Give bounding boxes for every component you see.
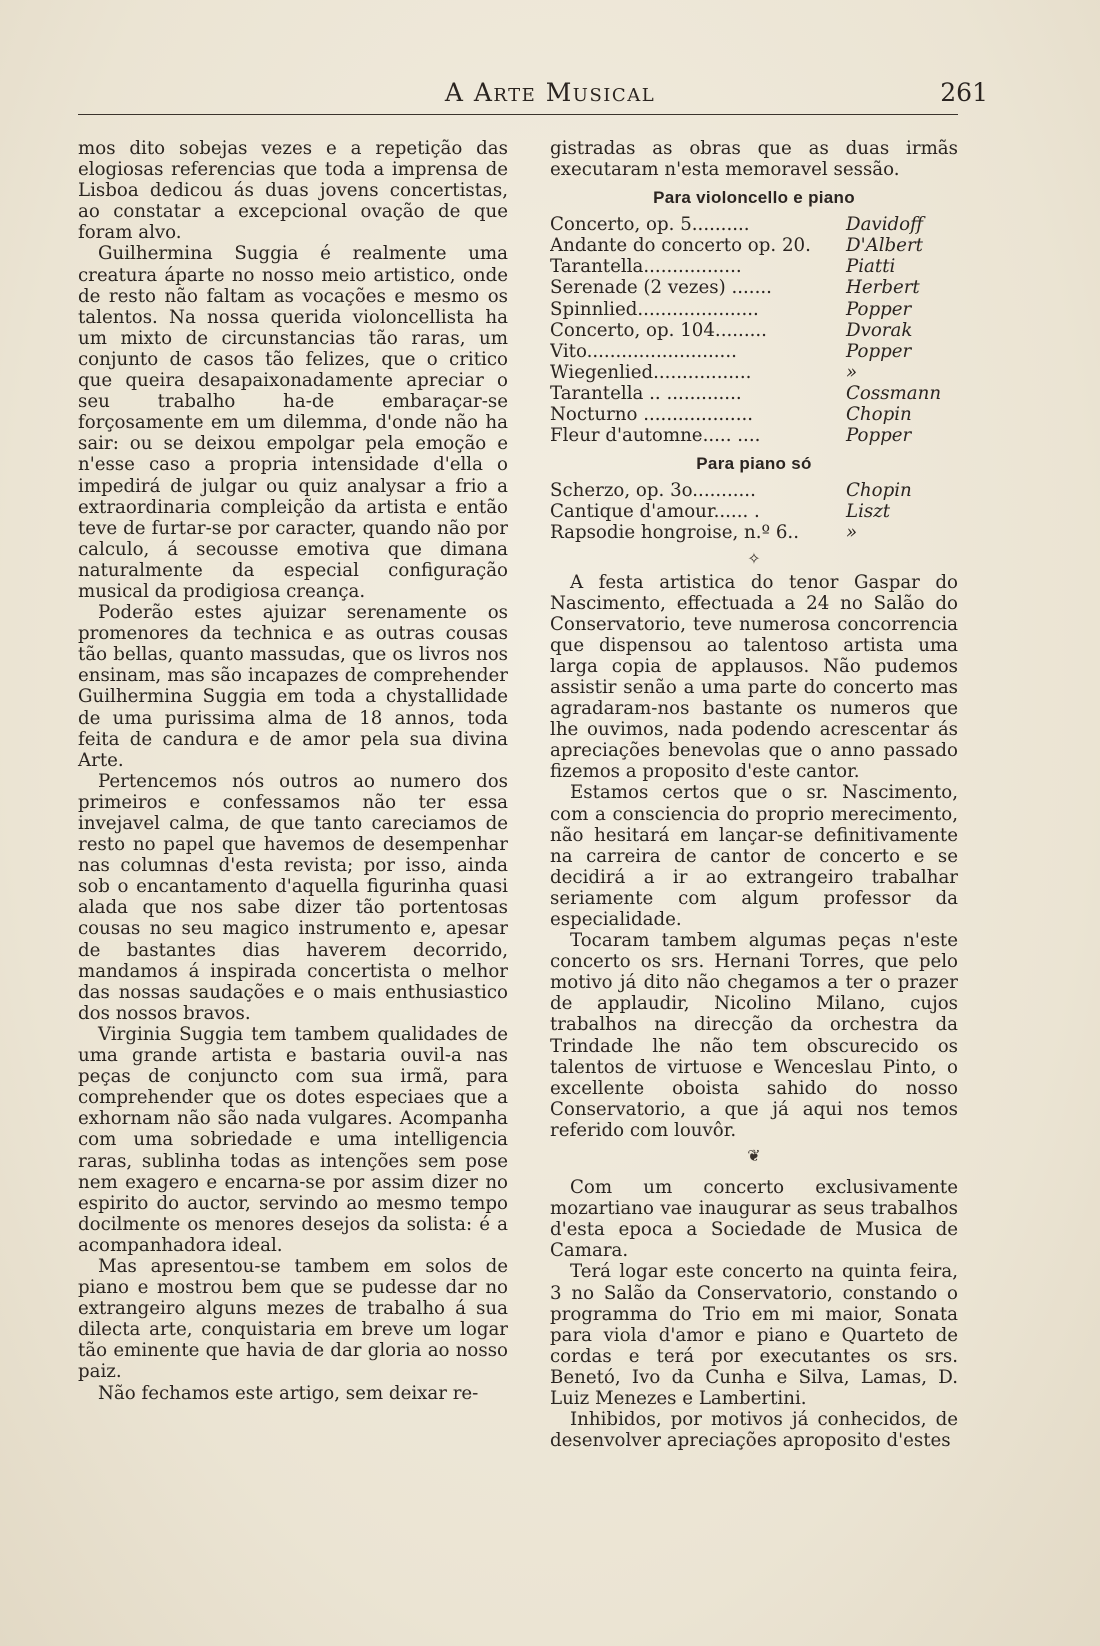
- program-row: [550, 299, 958, 320]
- paragraph: Mas apresentou-se tambem em solos de piano e mostrou bem que se pudesse dar no extrangeiro alguns mezes de trabalho á sua dilecta arte, conquistaria em breve um logar tão eminente que havia de dar gloria ao nosso paiz.: [78, 1255, 508, 1383]
- program-composer: Cossmann: [846, 382, 942, 404]
- program-piece: Scherzo, op. 3o...........: [550, 480, 756, 502]
- program-composer: Popper: [846, 425, 912, 447]
- program-composer: Popper: [846, 298, 912, 320]
- program-piece: Vito..........................: [550, 340, 737, 362]
- program-row: [550, 480, 958, 501]
- program-row: [550, 214, 958, 235]
- paragraph: Tocaram tambem algumas peças n'este concerto os srs. Hernani Torres, que pelo motivo já dito não chegamos a ter o prazer de applaudir, Nicolino Milano, cujos trabalhos na direcção da orchestra da Trindade lhe não tem obscurecido os talentos de virtuose e Wenceslau Pinto, o excellente oboista sahido do nosso Conservatorio, a que já aqui nos temos referido com louvôr.: [550, 930, 958, 1141]
- paragraph: A festa artistica do tenor Gaspar do Nascimento, effectuada a 24 no Salão do Conservatorio, teve numerosa concorrencia que dispensou ao talentoso artista uma larga copia de applausos. Não pudemos assistir senão a uma parte do concerto mas agradaram-nos bastante os numeros que lhe ouvimos, nada podendo acrescentar ás apreciações benevolas que o anno passado fizemos a proposito d'este cantor.: [550, 571, 958, 783]
- program-piano-list: [550, 480, 958, 543]
- program-piece: Wiegenlied.................: [550, 361, 752, 383]
- program-piece: Spinnlied.....................: [550, 298, 759, 320]
- program-row: [550, 362, 958, 383]
- program-row: [550, 320, 958, 341]
- program-cello-list: [550, 214, 958, 446]
- program-piece: Concerto, op. 5..........: [550, 214, 750, 236]
- paragraph: gistradas as obras que as duas irmãs executaram n'esta memoravel sessão.: [550, 138, 958, 181]
- paragraph: Inhibidos, por motivos já conhecidos, de desenvolver apreciações aproposito d'estes: [550, 1409, 958, 1452]
- program-piece: Tarantella .. .............: [550, 382, 742, 404]
- paragraph: Terá logar este concerto na quinta feira, 3 no Salão da Conservatorio, constando o programma do Trio em mi maior, Sonata para viola d'amor e piano e Quarteto de cordas e terá por executantes os srs. Benetó, Ivo da Cunha e Silva, Lamas, D. Luiz Menezes e Lambertini.: [550, 1261, 958, 1409]
- program-composer: »: [846, 522, 858, 544]
- program-composer: Herbert: [846, 277, 920, 299]
- paragraph: Poderão estes ajuizar serenamente os promenores da technica e as outras cousas tão bellas, quanto massudas, que os livros nos ensinam, mas são incapazes de comprehender Guilhermina Suggia em toda a chystallidade de uma purissima alma de 18 annos, toda feita de candura e de amor pela sua divina Arte.: [78, 602, 508, 771]
- page-header: [0, 78, 1100, 114]
- program-piano-title: Para piano só: [696, 454, 812, 474]
- program-piece: Tarantella.................: [550, 256, 742, 278]
- program-row: [550, 235, 958, 256]
- program-composer: Davidoff: [846, 214, 923, 236]
- spacer: [550, 1169, 958, 1177]
- program-row: [550, 404, 958, 425]
- left-column: [78, 138, 508, 1404]
- program-composer: Dvorak: [846, 319, 913, 341]
- page-number: 261: [940, 78, 988, 107]
- program-piece: Concerto, op. 104.........: [550, 319, 767, 341]
- paragraph: Guilhermina Suggia é realmente uma creatura áparte no nosso meio artistico, onde de resto não faltam as vocações e mesmo os talentos. Na nossa querida violoncellista ha um mixto de circunstancias tão raras, um conjunto de casos tão felizes, que o critico que queira desapaixonadamente apreciar o seu trabalho ha-de embaraçar-se forçosamente em um dilemma, d'onde não ha sair: ou se deixou empolgar pela emoção e n'esse caso a propria intensidade d'ella o impedirá de julgar ou quiz analysar a frio a extraordinaria compleição da artista e então teve de furtar-se por caracter, quando não por calculo, á secousse emotiva que dimana naturalmente da especial configuração musical da prodigiosa creança.: [78, 243, 508, 602]
- program-composer: Liszt: [846, 501, 891, 523]
- program-row: [550, 522, 958, 543]
- program-composer: Piatti: [846, 256, 896, 278]
- program-row: [550, 501, 958, 522]
- program-row: [550, 425, 958, 446]
- program-row: [550, 383, 958, 404]
- program-piece: Rapsodie hongroise, n.º 6..: [550, 522, 799, 544]
- program-cello-title: Para violoncello e piano: [653, 188, 855, 208]
- program-row: [550, 256, 958, 277]
- program-piece: Nocturno ...................: [550, 404, 754, 426]
- ornament-divider: ❦: [747, 1146, 761, 1166]
- program-composer: »: [846, 361, 858, 383]
- program-row: [550, 277, 958, 298]
- program-composer: Chopin: [846, 404, 912, 426]
- program-row: [550, 341, 958, 362]
- program-composer: D'Albert: [846, 235, 923, 257]
- program-piece: Serenade (2 vezes) .......: [550, 277, 772, 299]
- paragraph: Com um concerto exclusivamente mozartiano vae inaugurar as seus trabalhos d'esta epoca a Sociedade de Musica de Camara.: [550, 1177, 958, 1262]
- paragraph: Pertencemos nós outros ao numero dos primeiros e confessamos não ter essa invejavel calma, de que tanto careciamos de resto no papel que havemos de desempenhar nas columnas d'esta revista; por isso, ainda sob o encantamento d'aquella figurinha quasi alada que nos sabe dizer tão portentosas cousas no seu magico instrumento e, apesar de bastantes dias haverem decorrido, mandamos á inspirada concertista o melhor das nossas saudações e o mais enthusiastico dos nossos bravos.: [78, 770, 508, 1024]
- paragraph: Não fechamos este artigo, sem deixar re-: [98, 1382, 479, 1404]
- program-piece: Cantique d'amour...... .: [550, 501, 760, 523]
- program-composer: Popper: [846, 340, 912, 362]
- running-title: A Arte Musical: [444, 78, 656, 107]
- right-column: [550, 138, 958, 1451]
- ornament-divider: ✧: [747, 548, 761, 568]
- paragraph: Estamos certos que o sr. Nascimento, com a consciencia do proprio merecimento, não hesitará em lançar-se definitivamente na carreira de cantor de concerto e se decidirá a ir ao extrangeiro trabalhar seriamente com algum professor da especialidade.: [550, 782, 958, 930]
- paragraph: Virginia Suggia tem tambem qualidades de uma grande artista e bastaria ouvil-a nas peças de conjuncto com sua irmã, para comprehender que os dotes especiaes que a exhornam não são nada vulgares. Acompanha com uma sobriedade e uma intelligencia raras, sublinha todas as intenções sem pose nem exagero e encarna-se por assim dizer no espirito do auctor, servindo ao mesmo tempo docilmente os menores desejos da solista: é a acompanhadora ideal.: [78, 1023, 508, 1256]
- program-piece: Fleur d'automne..... ....: [550, 425, 761, 447]
- header-rule: [78, 114, 958, 115]
- paragraph: mos dito sobejas vezes e a repetição das elogiosas referencias que toda a imprensa de Lisboa dedicou ás duas jovens concertistas, ao constatar a excepcional ovação de que foram alvo.: [78, 138, 508, 244]
- program-piece: Andante do concerto op. 20.: [550, 235, 811, 257]
- program-composer: Chopin: [846, 480, 912, 502]
